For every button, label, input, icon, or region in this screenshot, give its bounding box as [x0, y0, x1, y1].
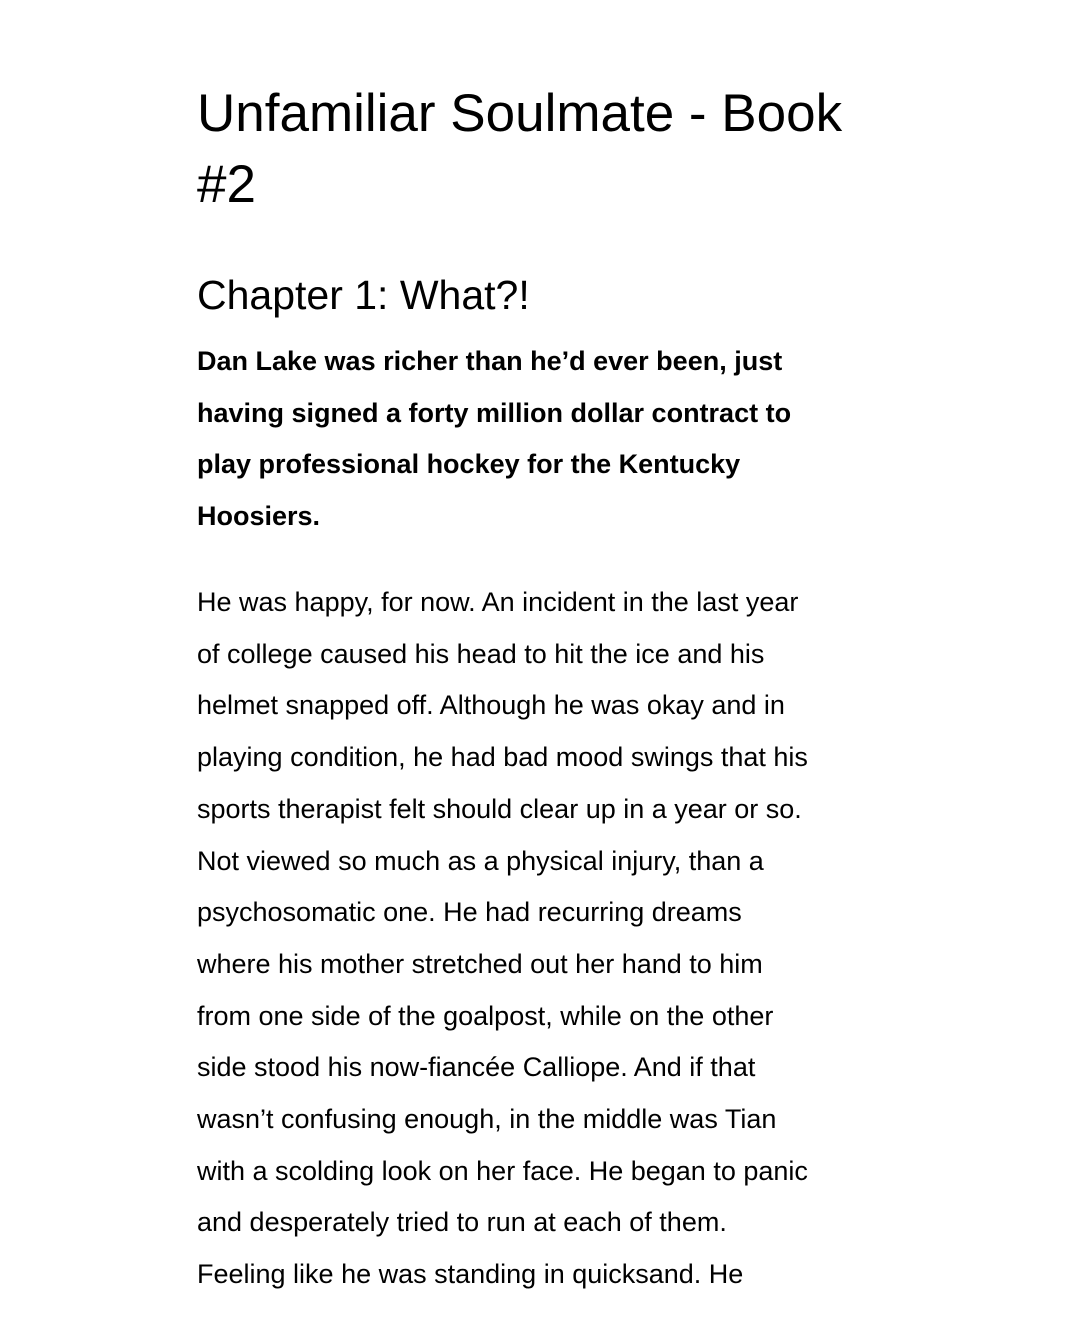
body-paragraph-line: with a scolding look on her face. He began to panic	[197, 1155, 808, 1186]
lead-paragraph-line: Hoosiers.	[197, 501, 321, 532]
body-paragraph-line: side stood his now-fiancée Calliope. And if that	[197, 1052, 756, 1083]
body-paragraph	[197, 577, 897, 1301]
body-paragraph-line: from one side of the goalpost, while on the other	[197, 1000, 774, 1031]
book-title-line: Unfamiliar Soulmate - Book	[197, 84, 843, 143]
book-title	[197, 78, 887, 220]
body-paragraph-line: sports therapist felt should clear up in a year or so.	[197, 793, 802, 824]
chapter-heading: Chapter 1: What?!	[197, 272, 530, 318]
body-paragraph-line: helmet snapped off. Although he was okay and in	[197, 690, 785, 721]
lead-paragraph-line: play professional hockey for the Kentucky	[197, 449, 741, 480]
body-paragraph-line: He was happy, for now. An incident in the last year	[197, 587, 799, 617]
body-paragraph-line: where his mother stretched out her hand to him	[197, 948, 763, 979]
book-title-line: #2	[197, 155, 256, 214]
lead-paragraph-line: Dan Lake was richer than he’d ever been, just	[197, 346, 783, 376]
body-paragraph-line: wasn’t confusing enough, in the middle was Tian	[197, 1104, 777, 1135]
body-paragraph-line: Not viewed so much as a physical injury, than a	[197, 845, 764, 876]
body-paragraph-line: Feeling like he was standing in quicksand. He	[197, 1259, 744, 1290]
body-paragraph-line: and desperately tried to run at each of them.	[197, 1207, 727, 1238]
lead-paragraph	[197, 336, 897, 543]
body-paragraph-line: playing condition, he had bad mood swings that his	[197, 742, 808, 773]
body-paragraph-line: psychosomatic one. He had recurring dreams	[197, 897, 742, 928]
lead-paragraph-line: having signed a forty million dollar contract to	[197, 397, 792, 428]
body-paragraph-line: of college caused his head to hit the ice and his	[197, 638, 765, 669]
